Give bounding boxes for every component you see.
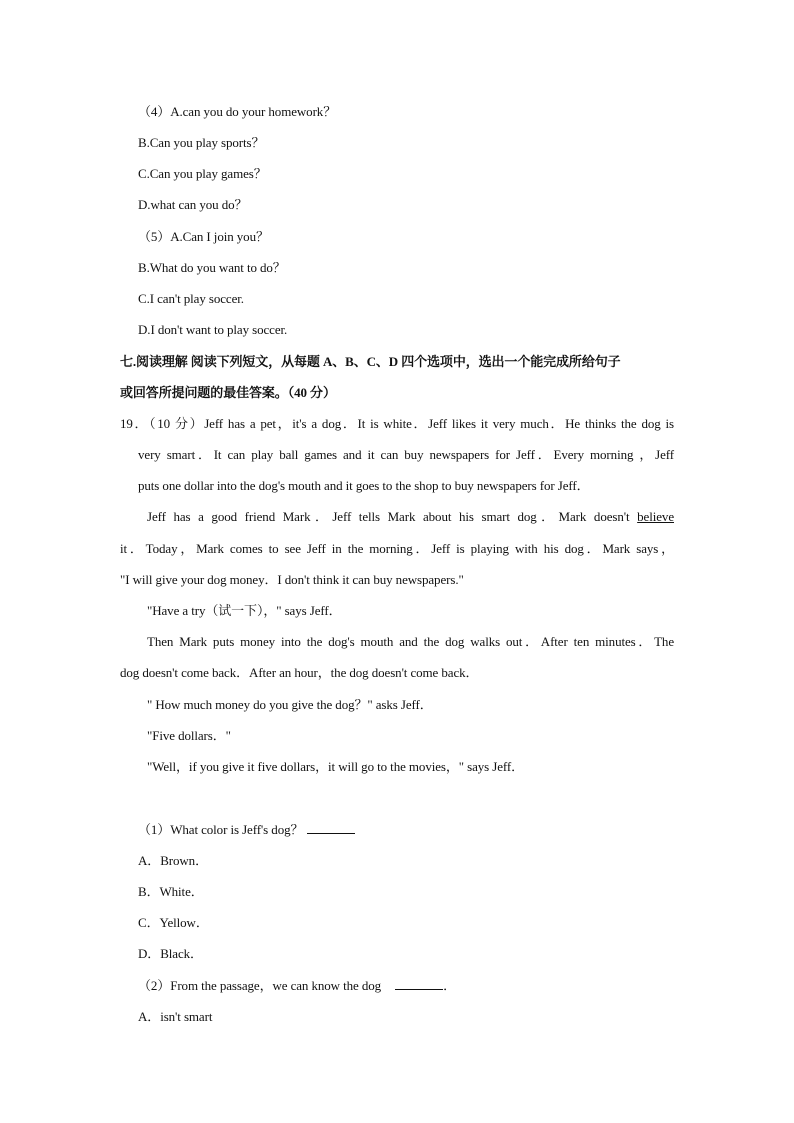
passage-p2-line2: it．Today，Mark comes to see Jeff in the morning．Jeff is playing with his dog．Mark says， <box>120 541 674 556</box>
passage-p4-line1: Then Mark puts money into the dog's mouth and the dog walks out．After ten minutes．The <box>147 634 674 649</box>
option-q5-c: C.I can't play soccer. <box>138 291 244 306</box>
section-heading-line2: 或回答所提问题的最佳答案。（40 分） <box>120 385 336 400</box>
question-2-stem <box>138 977 456 994</box>
question-1-stem-text: （1）What color is Jeff's dog？ <box>138 822 304 837</box>
answer-blank-1 <box>307 821 355 834</box>
answer-blank-2 <box>395 977 443 990</box>
question-1-option-d: D．Black． <box>138 946 203 961</box>
passage-p5: " How much money do you give the dog？" asks Jeff． <box>147 697 433 712</box>
option-q5-a: （5）A.Can I join you？ <box>138 229 269 244</box>
option-q4-c: C.Can you play games？ <box>138 166 267 181</box>
passage-p3: "Have a try（试一下），" says Jeff． <box>147 603 342 618</box>
question-2-stem-end: ． <box>443 978 456 993</box>
passage-p1-line1: 19．（10 分）Jeff has a pet，it's a dog．It is white．Jeff likes it very much．He thinks the dog is <box>120 416 674 431</box>
option-q4-b: B.Can you play sports？ <box>138 135 265 150</box>
question-2-stem-text: （2）From the passage，we can know the dog <box>138 978 382 993</box>
question-2-option-a: A．isn't smart <box>138 1009 213 1024</box>
passage-p1-line3: puts one dollar into the dog's mouth and it goes to the shop to buy newspapers for Jeff． <box>138 478 590 493</box>
section-heading-line1: 七.阅读理解 阅读下列短文，从每题 A、B、C、D 四个选项中，选出一个能完成所给句子 <box>120 354 621 369</box>
question-1-option-b: B．White． <box>138 884 204 899</box>
option-q5-b: B.What do you want to do？ <box>138 260 286 275</box>
passage-p7: "Well，if you give it five dollars，it will go to the movies，" says Jeff． <box>147 759 525 774</box>
passage-p1-line2: very smart．It can play ball games and it can buy newspapers for Jeff．Every morning ，Jeff <box>138 447 674 462</box>
underlined-word-believe: believe <box>637 509 674 524</box>
question-1-option-a: A．Brown． <box>138 853 208 868</box>
passage-p6: "Five dollars．" <box>147 728 231 743</box>
passage-p4-line2: dog doesn't come back．After an hour，the dog doesn't come back． <box>120 665 479 680</box>
question-1-stem <box>138 821 355 838</box>
passage-p2-line1-text: Jeff has a good friend Mark．Jeff tells Mark about his smart dog．Mark doesn't <box>147 509 638 524</box>
passage-p2-line1 <box>147 509 674 525</box>
question-1-option-c: C．Yellow． <box>138 915 209 930</box>
option-q4-a: （4）A.can you do your homework？ <box>138 104 337 119</box>
option-q4-d: D.what can you do？ <box>138 197 248 212</box>
passage-p2-line3: "I will give your dog money．I don't think it can buy newspapers." <box>120 572 464 587</box>
option-q5-d: D.I don't want to play soccer. <box>138 322 288 337</box>
